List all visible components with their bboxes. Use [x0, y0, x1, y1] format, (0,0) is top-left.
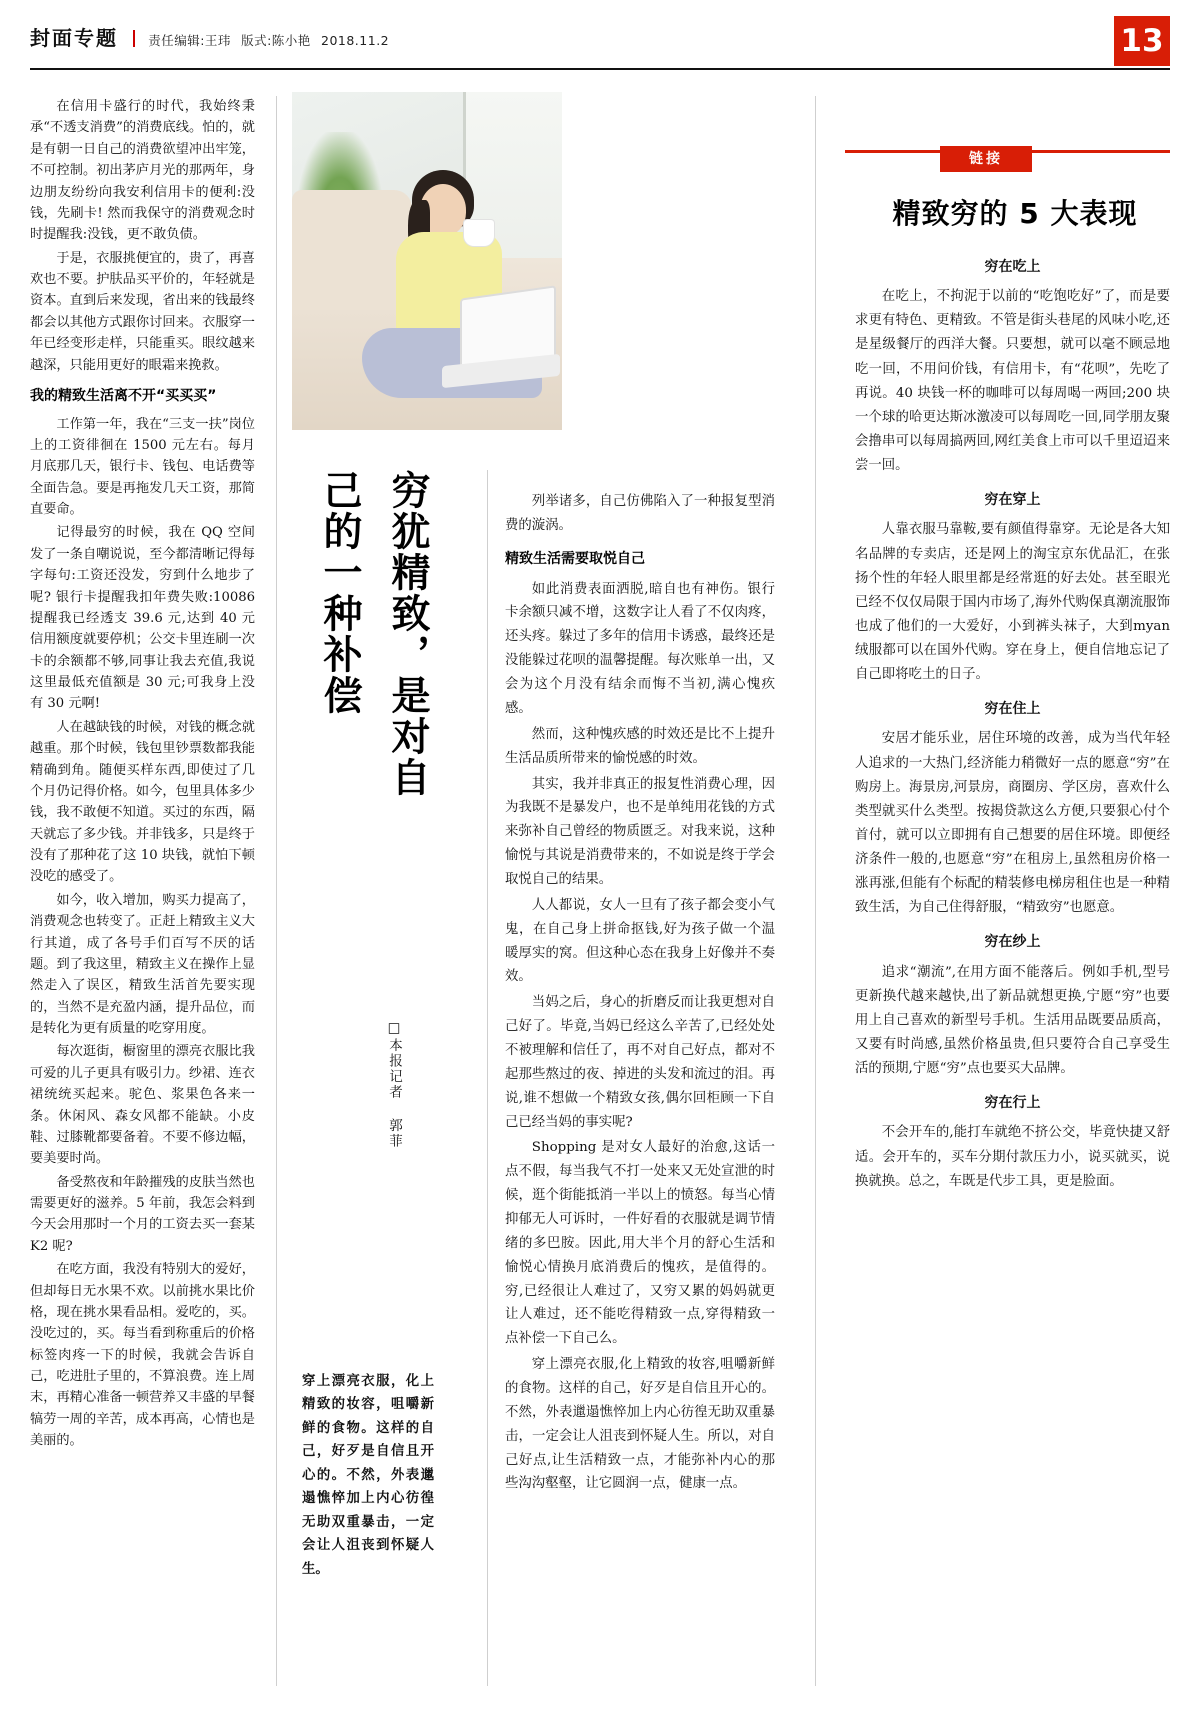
column-divider-3: [815, 96, 816, 1686]
paragraph: 穿上漂亮衣服,化上精致的妆容,咀嚼新鲜的食物。这样的自己，好歹是自信且开心的。不然，外表邋遢憔悴加上内心彷徨无助双重暴击，一定会让人沮丧到怀疑人生。所以，对自己好点,让生活精致一点，才能弥补内心的那些沟沟壑壑，让它圆润一点，健康一点。: [505, 1357, 775, 1492]
column-divider-1: [276, 96, 277, 1686]
paragraph: 如今，收入增加，购买力提高了，消费观念也转变了。正赶上精致主义大行其道，成了各号手们百写不厌的话题。到了我这里，精致主义在操作上显然走入了误区，精致生活首先要实现的，当然不是充盈内涵，提升品位，而是转化为更有质量的吃穿用度。: [30, 892, 255, 1037]
paragraph: 然而，这种愧疚感的时效还是比不上提升生活品质所带来的愉悦感的时效。: [505, 726, 775, 766]
paragraph: 人人都说，女人一旦有了孩子都会变小气鬼，在自己身上拼命抠钱,好为孩子做一个温暖厚实的窝。但这种心态在我身上好像并不奏效。: [505, 897, 775, 985]
column-sidebar: [855, 245, 1170, 1196]
paragraph: 在吃上，不拘泥于以前的“吃饱吃好”了，而是要求更有特色、更精致。不管是街头巷尾的风味小吃,还是星级餐厅的西洋大餐。只要想，就可以毫不顾忌地吃一回，不用问价钱，有信用卡，有“花呗”，先吃了再说。40 块钱一杯的咖啡可以每周喝一两回;200 块一个球的哈更达斯冰激凌可以每周吃一回,同学朋友聚会撸串可以每周搞两回,网红美食上市可以千里迢迢来尝一回。: [855, 289, 1170, 474]
editor-label: 责任编辑:王玮: [148, 33, 231, 48]
paragraph: 不会开车的,能打车就绝不挤公交，毕竟快捷又舒适。会开车的，买车分期付款压力小，说买就买，说换就换。总之，车既是代步工具，更是脸面。: [855, 1125, 1170, 1189]
headline-line-2: 己的一种补偿: [317, 470, 362, 716]
paragraph: 在吃方面，我没有特别大的爱好，但却每日无水果不欢。以前挑水果比价格，现在挑水果看品相。爱吃的，买。没吃过的，买。每当看到称重后的价格标签肉疼一下的时候，我就会告诉自己，吃进肚子里的，不算浪费。连上周末，再精心准备一顿营养又丰盛的早餐犒劳一周的辛苦，成本再高，心情也是美丽的。: [30, 1262, 255, 1449]
sidebar-subheading: 穷在纱上: [984, 934, 1041, 951]
article-photo: [292, 92, 562, 430]
column-divider-2: [487, 470, 488, 1686]
photo-coffee-cup: [464, 220, 494, 246]
paragraph: 工作第一年，我在“三支一扶”岗位上的工资徘徊在 1500 元左右。每月月底那几天，银行卡、钱包、电话费等全面告急。要是再拖发几天工资，那简直要命。: [30, 416, 255, 518]
byline: □本报记者 郭菲: [386, 1020, 402, 1149]
paragraph: 当妈之后，身心的折磨反而让我更想对自己好了。毕竟,当妈已经这么辛苦了,已经处处不被理解和信任了，再不对自己好点，都对不起那些熬过的夜、掉进的头发和流过的泪。再说,谁不想做一个精致女孩,偶尔回柜顾一下自己已经当妈的事实呢?: [505, 995, 775, 1130]
designer-label: 版式:陈小艳: [241, 33, 311, 48]
paragraph: 安居才能乐业，居住环境的改善，成为当代年轻人追求的一大热门,经济能力稍微好一点的愿意“穷”在购房上。海景房,河景房，商圈房、学区房，喜欢什么类型就买什么类型。按揭贷款这么方便,只要狠心付个首付，就可以立即拥有自己想要的居住环境。即便经济条件一般的,也愿意“穷”在租房上,虽然租房价格一涨再涨,但能有个标配的精装修电梯房租住也是一种精致生活，为自己住得舒服，“精致穷”也愿意。: [855, 731, 1170, 916]
masthead-divider: [133, 30, 135, 47]
sidebar-subheading: 穷在行上: [984, 1095, 1041, 1112]
paragraph: 备受熬夜和年龄摧残的皮肤当然也需要更好的滋养。5 年前，我怎会料到今天会用那时一个月的工资去买一套某 K2 呢?: [30, 1174, 255, 1254]
masthead: [30, 22, 1170, 66]
paragraph: 记得最穷的时候，我在 QQ 空间发了一条自嘲说说，至今都清晰记得每字每句:工资还没发，穷到什么地步了呢? 银行卡提醒我扣年费失败:10086 提醒我已经透支 39.6 元,达到 40 元信用额度就要停机；公交卡里连刷一次卡的余额都不够,同事让我去充值,我说这里最低充值额是 30 元;可我身上没有 30 元啊!: [30, 525, 255, 712]
sidebar-title: 精致穷的 5 大表现: [892, 197, 1138, 230]
header-rule: [30, 68, 1170, 70]
column-middle: [505, 490, 775, 1498]
page-number-badge: 13: [1114, 16, 1170, 66]
photo-sofa-back: [292, 190, 412, 310]
paragraph: 其实，我并非真正的报复性消费心理，因为我既不是暴发户，也不是单纯用花钱的方式来弥补自己曾经的物质匮乏。对我来说，这种愉悦与其说是消费带来的，不如说是终于学会取悦自己的结果。: [505, 776, 775, 887]
sidebar-subheading: 穷在穿上: [984, 492, 1041, 509]
sidebar-tag: 链接: [940, 146, 1032, 172]
paragraph: 追求“潮流”,在用方面不能落后。例如手机,型号更新换代越来越快,出了新品就想更换,宁愿“穷”也要用上自己喜欢的新型号手机。生活用品既要品质高，又要有时尚感,虽然价格虽贵,但只要符合自己享受生活的预期,宁愿“穷”点也要买大品牌。: [855, 964, 1170, 1077]
paragraph: 在信用卡盛行的时代，我始终秉承“不透支消费”的消费底线。怕的，就是有朝一日自己的消费欲望冲出牢笼，不可控制。初出茅庐月光的那两年，身边朋友纷纷向我安利信用卡的便利:没钱，先刷卡! 然而我保守的消费观念时时提醒我:没钱，更不敢负债。: [30, 99, 255, 243]
column-left: [30, 96, 255, 1454]
paragraph: 列举诸多，自己仿佛陷入了一种报复型消费的漩涡。: [505, 494, 775, 533]
sidebar-subheading: 穷在住上: [984, 701, 1041, 718]
subheading: 精致生活需要取悦自己: [505, 550, 645, 567]
paragraph: 于是，衣服挑便宜的，贵了，再喜欢也不要。护肤品买平价的，年轻就是资本。直到后来发现，省出来的钱最终都会以其他方式跟你讨回来。衣服穿一年已经变形走样，只能重买。眼纹越来越深，只能用更好的眼霜来挽救。: [30, 250, 255, 373]
publish-date: 2018.11.2: [321, 33, 390, 48]
sidebar-subheading: 穷在吃上: [984, 259, 1041, 275]
paragraph: 每次逛街，橱窗里的漂亮衣服比我可爱的儿子更具有吸引力。纱裙、连衣裙统统买起来。驼色、浆果色各来一条。休闲风、森女风都不能缺。小皮鞋、过膝靴都要备着。不要不修边幅，要美要时尚。: [30, 1044, 255, 1167]
paragraph: 如此消费表面洒脱,暗自也有神伤。银行卡余额只减不增，这数字让人看了不仅肉疼，还头疼。躲过了多年的信用卡诱惑，最终还是没能躲过花呗的温馨提醒。每次账单一出，又会为这个月没有结余而悔不当初,满心愧疚感。: [505, 581, 775, 716]
paragraph: 人在越缺钱的时候，对钱的概念就越重。那个时候，钱包里钞票数都我能精确到角。随便买样东西,即使过了几个月仍记得价格。如今，包里具体多少钱，我不敢便不知道。买过的东西，隔天就忘了多少钱。并非钱多，只是终于没有了那种花了这 10 块钱，就怕下顿没吃的感受了。: [30, 719, 255, 885]
headline-line-1: 穷犹精致，是对自: [385, 470, 430, 798]
paragraph: 人靠衣服马靠鞍,要有颜值得靠穿。无论是各大知名品牌的专卖店，还是网上的淘宝京东优品汇，在张扬个性的年轻人眼里都是经常逛的好去处。甚至眼光已经不仅仅局限于国内市场了,海外代购保真潮流服饰也成了他们的一大爱好，小到裤头袜子，大到myan绒服都可以在国外代购。穿在身上，便自信地忘记了自己即将吃土的日子。: [855, 522, 1170, 683]
section-title: 封面专题: [30, 26, 118, 50]
paragraph: Shopping 是对女人最好的治愈,这话一点不假，每当我气不打一处来又无处宣泄的时候，逛个街能抵消一半以上的愤怒。每当心情抑郁无人可诉时，一件好看的衣服就是调节情绪的多巴胺。因此,用大半个月的舒心生活和愉悦心情换月底消费后的愧疚，是值得的。穷,已经很让人难过了，又穷又累的妈妈就更让人难过，还不能吃得精致一点,穿得精致一点补偿一下自己么。: [505, 1140, 775, 1347]
pull-quote: 穿上漂亮衣服，化上精致的妆容，咀嚼新鲜的食物。这样的自己，好歹是自信且开心的。不然，外表邋遢憔悴加上内心彷徨无助双重暴击，一定会让人沮丧到怀疑人生。: [302, 1374, 434, 1577]
subheading: 我的精致生活离不开“买买买”: [30, 387, 217, 404]
